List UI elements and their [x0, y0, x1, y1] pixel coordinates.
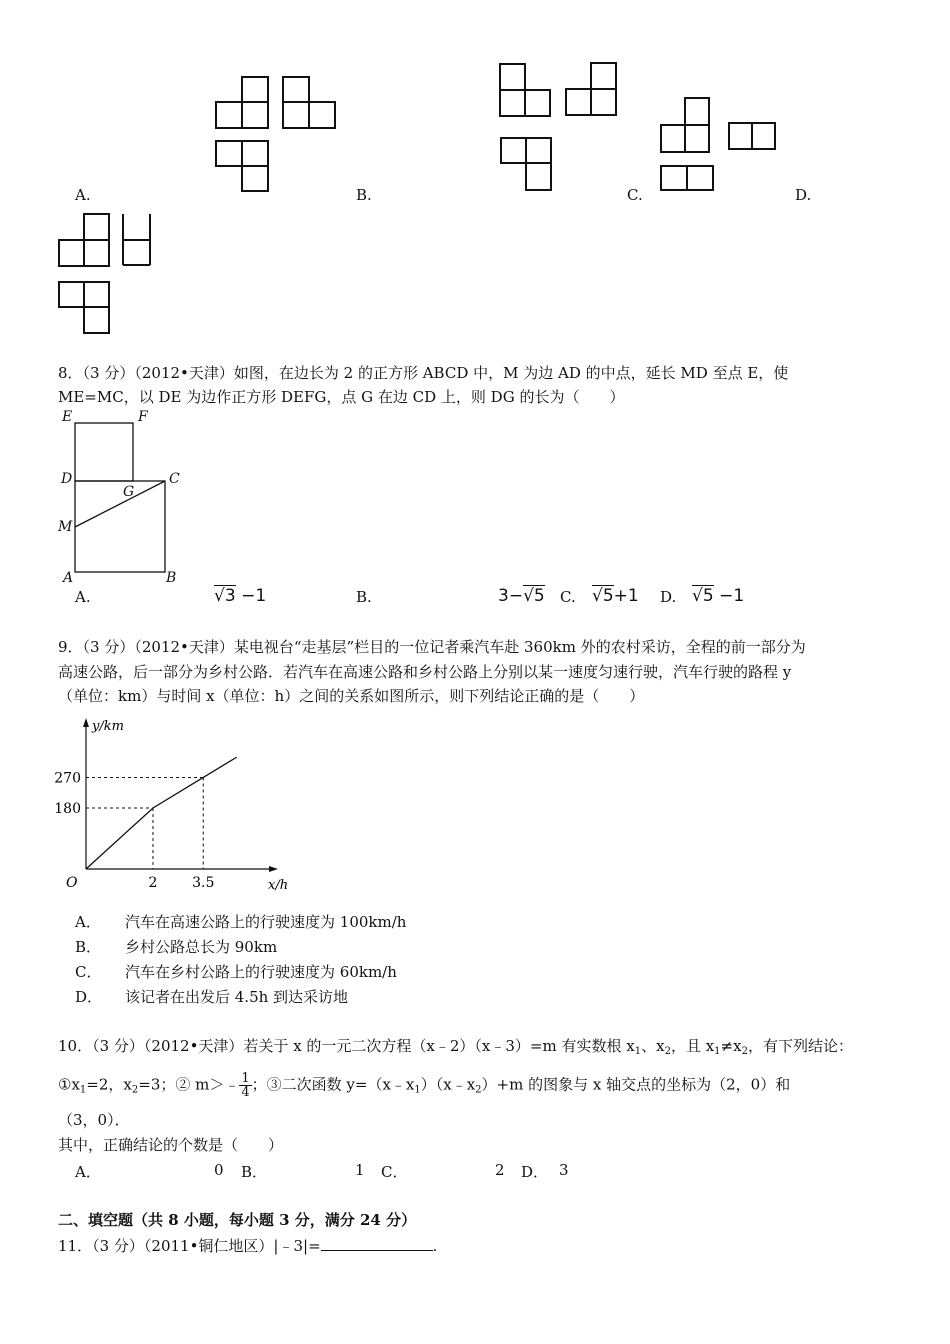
q10-option-a-value: 0: [214, 1161, 224, 1179]
q8-label-d: D: [61, 471, 73, 487]
q10-option-b[interactable]: B．: [241, 1163, 268, 1181]
q8-label-c: C: [169, 471, 180, 487]
q8-option-c[interactable]: C.: [560, 588, 576, 606]
x-axis-arrow-icon: [269, 866, 278, 872]
q8-label-b: B: [166, 570, 177, 586]
q9-stem-line2: 高速公路，后一部分为乡村公路．若汽车在高速公路和乡村公路上分别以某一速度匀速行驶，汽车行驶的路程 y: [58, 663, 792, 681]
q9-stem-line1: 9．（3 分）（2012•天津）某电视台“走基层”栏目的一位记者乘汽车赴 360km 外的农村采访，全程的前一部分为: [58, 638, 806, 656]
sqrt-sign-icon: √5: [692, 586, 714, 606]
x-tick-label-1: 3.5: [192, 875, 215, 891]
fraction-one-quarter: $\frac{1}{4}$: [241, 1071, 250, 1100]
q9-option-a-text: 汽车在高速公路上的行驶速度为 100km/h: [125, 913, 407, 931]
x-axis-label: x/h: [268, 878, 289, 893]
q9-option-d-label[interactable]: D．: [75, 988, 103, 1006]
y-tick-label-1: 270: [54, 770, 81, 787]
q10-option-c[interactable]: C．: [381, 1163, 408, 1181]
q8-label-e: E: [62, 409, 73, 425]
q8-label-a: A: [63, 570, 74, 586]
q10-stem-line2: $①x_1=2$，$x_2=3$；② m＞﹣ $\frac{1}{4}$ ；③二次函数 $y=(x﹣x_1)(x﹣x_2)+m$ 的图象与 x 轴交点的坐标为（2，0）和: [58, 1071, 791, 1100]
q8-option-a[interactable]: A.: [75, 588, 91, 606]
x-tick-label-0: 2: [148, 875, 158, 891]
q8-option-a-value: √3 −1: [214, 586, 267, 606]
q8-option-b[interactable]: B.: [356, 588, 372, 606]
section-title: 二、填空题（共 8 小题，每小题 3 分，满分 24 分）: [58, 1211, 417, 1229]
q9-option-c-text: 汽车在乡村公路上的行驶速度为 60km/h: [125, 963, 397, 981]
q8-option-b-value: 3−√5: [498, 586, 545, 606]
q8-option-d-value: √5 −1: [692, 586, 745, 606]
q8-square-figure: [0, 0, 950, 620]
q8-option-c-value: √5+1: [592, 586, 639, 606]
q10-option-b-value: 1: [355, 1161, 365, 1179]
q9-option-c-label[interactable]: C．: [75, 963, 102, 981]
q10-stem-line4: 其中，正确结论的个数是（ ）: [58, 1136, 284, 1154]
q9-line-chart: [50, 712, 310, 902]
q7-option-b[interactable]: B.: [356, 186, 372, 204]
q7-option-a[interactable]: A.: [75, 186, 91, 204]
q9-option-d-text: 该记者在出发后 4.5h 到达采访地: [125, 988, 349, 1006]
sqrt-sign-icon: √5: [523, 586, 545, 606]
q9-stem-line3: （单位：km）与时间 x（单位：h）之间的关系如图所示，则下列结论正确的是（ ）: [58, 687, 645, 705]
q10-option-c-value: 2: [495, 1161, 505, 1179]
origin-label: O: [66, 875, 78, 891]
series-line: [86, 757, 237, 869]
q7-option-c[interactable]: C.: [627, 186, 643, 204]
q8-label-g: G: [123, 484, 135, 500]
q8-stem-line2: ME=MC，以 DE 为边作正方形 DEFG，点 G 在边 CD 上，则 DG 的长为（ ）: [58, 388, 625, 406]
q9-option-a-label[interactable]: A．: [75, 913, 101, 931]
sqrt-sign-icon: √5: [592, 586, 614, 606]
q10-option-a[interactable]: A．: [75, 1163, 101, 1181]
q9-option-b-text: 乡村公路总长为 90km: [125, 938, 278, 956]
q9-option-b-label[interactable]: B．: [75, 938, 102, 956]
sqrt-sign-icon: √3: [214, 586, 236, 606]
q10-option-d-value: 3: [559, 1161, 569, 1179]
q11-answer-blank[interactable]: [321, 1236, 433, 1251]
q10-stem-line1: 10．（3 分）（2012•天津）若关于 x 的一元二次方程（x﹣2）（x﹣3）=m 有实数根 $x_1$、$x_2$，且 $x_1\ne x_2$，有下列结论：: [58, 1037, 853, 1057]
q11-stem: 11．（3 分）（2011•铜仁地区）|﹣3|= .: [58, 1237, 438, 1255]
q10-stem-line3: （3，0）．: [58, 1111, 130, 1129]
y-axis-arrow-icon: [83, 718, 89, 727]
q8-option-d[interactable]: D.: [660, 588, 677, 606]
q7-option-d[interactable]: D.: [795, 186, 812, 204]
q8-label-f: F: [138, 409, 148, 425]
y-axis-label: y/km: [92, 719, 124, 734]
q10-option-d[interactable]: D．: [521, 1163, 549, 1181]
q8-stem-line1: 8．（3 分）（2012•天津）如图，在边长为 2 的正方形 ABCD 中，M 为边 AD 的中点，延长 MD 至点 E，使: [58, 364, 789, 382]
y-tick-label-0: 180: [54, 800, 81, 817]
q8-label-m: M: [58, 519, 73, 535]
